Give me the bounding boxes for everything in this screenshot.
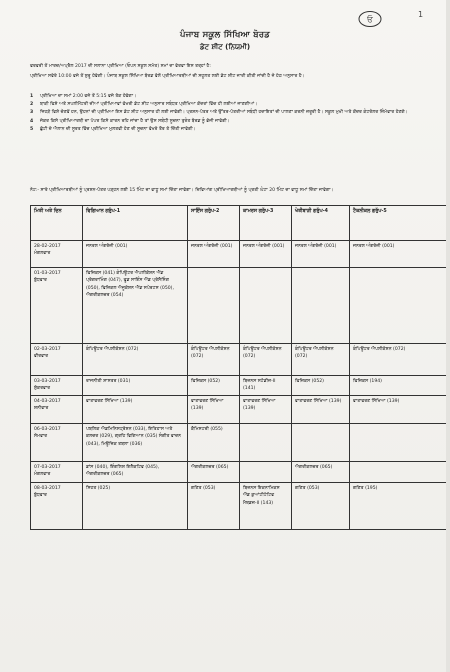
table-row [31,424,449,462]
row-day: ਮੰਗਲਵਾਰ [34,472,51,478]
table-cell: ਫਿਜ਼ਿਕਸ (052) [292,376,350,396]
table-cell [240,268,292,344]
table-cell: ਗਣਿਤ (053) [292,483,350,530]
table-cell [350,424,449,462]
instruction-item [30,126,428,134]
date-cell [31,344,83,376]
table-row [31,396,449,424]
row-day: ਸ਼ੁੱਕਰਵਾਰ [34,386,51,392]
table-row [31,268,449,344]
table-cell: ਫਿਜ਼ਿਕਸ (052) [188,376,240,396]
table-cell: ਜਨਰਲ ਅੰਗਰੇਜ਼ੀ (001) [240,241,292,268]
instruction-text: ਜਿਹੜੇ ਵਿਸ਼ੇ ਚੋਣਵੇਂ ਹਨ, ਉਹਨਾਂ ਦੀ ਪ੍ਰੀਖਿਆ ਇਸ ਡੇਟ ਸ਼ੀਟ ਅਨੁਸਾਰ ਹੀ ਲਈ ਜਾਵੇਗੀ। ਪ੍ਰਸ਼ਨ-ਪੱਤਰ ਅਤੇ ਉੱਤਰ-ਪੱਤਰੀਆਂ ਸਬੰਧੀ ਹਦਾਇਤਾਂ ਦੀ ਪਾਲਣਾ ਕਰਨੀ ਜ਼ਰੂਰੀ ਹੈ। ਸਕੂਲ ਮੁਖੀ ਅਤੇ ਕੇਂਦਰ ਕੰਟਰੋਲਰ ਜ਼ਿੰਮੇਵਾਰ ਹੋਣਗੇ। [40,110,408,116]
table-cell: ਕੰਪਿਊਟਰ ਐਪਲੀਕੇਸ਼ਨ (072) [240,344,292,376]
corner-mark-text: ਓ [367,15,373,24]
table-cell: ਜਨਰਲ ਅੰਗਰੇਜ਼ੀ (001) [350,241,449,268]
table-cell [350,462,449,483]
instruction-item [30,109,428,117]
table-cell: ਜਨਰਲ ਅੰਗਰੇਜ਼ੀ (001) [83,241,188,268]
instruction-number: 3 [30,110,34,116]
row-day: ਬੁੱਧਵਾਰ [34,493,47,499]
row-day: ਸ਼ਨੀਵਾਰ [34,406,49,412]
header-date-day: ਮਿਤੀ ਅਤੇ ਦਿਨ [31,206,83,241]
table-cell: ਐਗਰੀਕਲਚਰ (065) [292,462,350,483]
table-cell: ਵਾਤਾਵਰਣ ਸਿੱਖਿਆ (139) [188,396,240,424]
handwritten-circle-mark [355,9,385,29]
table-row [31,241,449,268]
instruction-number: 5 [30,126,34,132]
intro-line-1: ਫਰਵਰੀ ਤੋਂ ਮਾਰਚ/ਅਪ੍ਰੈਲ 2017 ਦੀ ਸਲਾਨਾ ਪ੍ਰੀਖਿਆ (ਓਪਨ ਸਕੂਲ ਸਮੇਤ) ਸਮਾਂ ਦਾ ਵੇਰਵਾ ਇਸ ਤਰ੍ਹਾਂ ਹੈ: [30,64,211,69]
date-cell [31,268,83,344]
table-cell: ਫਿਜ਼ਿਕਸ (041) ਕੰਪਿਊਟਰ ਐਪਲੀਕੇਸ਼ਨ ਐਂਡ ਪ੍ਰੋਗਰਾਮਿੰਗ (047), ਫੂਡ ਸਾਇੰਸ ਐਂਡ ਪ੍ਰੋਸੈਸਿੰਗ (050), ਫਿਜ਼ਿਕਲ ਐਜੂਕੇਸ਼ਨ ਐਂਡ ਸਪੋਰਟਸ (050), ਐਗਰੀਕਲਚਰ (054) [83,268,188,344]
table-row [31,483,449,530]
header-group-1: ਵਿਗਿਆਨ ਗਰੁੱਪ-1 [83,206,188,241]
table-row [31,376,449,396]
intro-line-2: ਪ੍ਰੀਖਿਆ ਸਵੇਰੇ 10:00 ਵਜੇ ਤੋਂ ਸ਼ੁਰੂ ਹੋਵੇਗੀ। ਪੰਜਾਬ ਸਕੂਲ ਸਿੱਖਿਆ ਬੋਰਡ ਵੱਲੋਂ ਪ੍ਰੀਖਿਆਰਥੀਆਂ ਦੀ ਸਹੂਲਤ ਲਈ ਡੇਟ ਸ਼ੀਟ ਜਾਰੀ ਕੀਤੀ ਜਾਂਦੀ ਹੈ ਜੋ ਹੇਠ ਅਨੁਸਾਰ ਹੈ। [30,74,305,79]
table-cell: ਗਣਿਤ (195) [350,483,449,530]
table-cell: ਕੰਪਿਊਟਰ ਐਪਲੀਕੇਸ਼ਨ (072) [350,344,449,376]
table-cell [350,268,449,344]
table-cell [240,424,292,462]
note-text: ਨੋਟ:- ਸਾਰੇ ਪ੍ਰੀਖਿਆਰਥੀਆਂ ਨੂੰ ਪ੍ਰਸ਼ਨ-ਪੱਤਰ ਪੜ੍ਹਨ ਲਈ 15 ਮਿੰਟ ਦਾ ਵਾਧੂ ਸਮਾਂ ਦਿੱਤਾ ਜਾਵੇਗਾ। ਦਿਵਿਆਂਗ ਪ੍ਰੀਖਿਆਰਥੀਆਂ ਨੂੰ ਪ੍ਰਤੀ ਘੰਟਾ 20 ਮਿੰਟ ਦਾ ਵਾਧੂ ਸਮਾਂ ਦਿੱਤਾ ਜਾਵੇਗਾ। [30,188,334,193]
row-day: ਵੀਰਵਾਰ [34,354,49,360]
instruction-item [30,118,428,126]
table-cell: ਬਿਜ਼ਨਸ ਇਕਨਾਮਿਕਸ ਐਂਡ ਕੁਆਂਟੀਟੇਟਿਵ ਮੈਥਡਜ਼-II (143) [240,483,292,530]
instruction-text: ਬਾਕੀ ਵਿਸ਼ੇ ਅਤੇ ਸਪਲੀਮੈਂਟਰੀ ਦੀਆਂ ਪ੍ਰੀਖਿਆਵਾਂ ਵੱਖਰੀ ਡੇਟ ਸ਼ੀਟ ਅਨੁਸਾਰ ਸਬੰਧਤ ਪ੍ਰੀਖਿਆ ਕੇਂਦਰਾਂ ਵਿੱਚ ਹੀ ਲਈਆਂ ਜਾਣਗੀਆਂ। [40,102,258,108]
table-cell: ਕੈਮਿਸਟਰੀ (055) [188,424,240,462]
row-day: ਸੋਮਵਾਰ [34,434,48,440]
date-cell [31,241,83,268]
date-cell [31,483,83,530]
document-title: ਪੰਜਾਬ ਸਕੂਲ ਸਿੱਖਿਆ ਬੋਰਡ [180,29,270,39]
table-cell: ਜਨਰਲ ਅੰਗਰੇਜ਼ੀ (001) [292,241,350,268]
instruction-item [30,93,428,101]
table-cell [188,268,240,344]
row-date: 08-03-2017 [34,486,61,491]
schedule-table [30,205,449,530]
table-row [31,344,449,376]
header-group-5: ਟੈਕਨੀਕਲ ਗਰੁੱਪ-5 [350,206,449,241]
table-cell: ਕੰਪਿਊਟਰ ਐਪਲੀਕੇਸ਼ਨ (072) [292,344,350,376]
header-group-3: ਕਾਮਰਸ ਗਰੁੱਪ-3 [240,206,292,241]
row-day: ਬੁੱਧਵਾਰ [34,278,47,284]
row-date: 03-03-2017 [34,379,61,384]
table-header-row [31,206,449,241]
table-cell [240,462,292,483]
header-group-4: ਖੇਤੀਬਾੜੀ ਗਰੁੱਪ-4 [292,206,350,241]
row-date: 07-03-2017 [34,465,61,470]
table-cell: ਫਿਜ਼ਿਕਸ (194) [350,376,449,396]
table-cell: ਪਬਲਿਕ ਐਡਮਿਨਿਸਟ੍ਰੇਸ਼ਨ (033), ਇਤਿਹਾਸ ਅਤੇ ਕਲਚਰ (029), ਗ੍ਰਹਿ ਵਿਗਿਆਨ (035) ਸੰਗੀਤ ਵਾਦਨ (043), ਮਿਊਜ਼ਿਕ ਤਬਲਾ (036) [83,424,188,462]
row-date: 06-03-2017 [34,427,61,432]
table-cell: ਵਾਤਾਵਰਣ ਸਿੱਖਿਆ (139) [240,396,292,424]
table-cell: ਐਗਰੀਕਲਚਰ (065) [188,462,240,483]
table-cell: ਗਣਿਤ (053) [188,483,240,530]
date-cell [31,396,83,424]
table-cell: ਵਾਤਾਵਰਣ ਸਿੱਖਿਆ (139) [83,396,188,424]
row-date: 04-03-2017 [34,399,61,404]
header-group-2: ਸਾਇੰਸ ਗਰੁੱਪ-2 [188,206,240,241]
table-row [31,462,449,483]
table-cell: ਜਨਰਲ ਅੰਗਰੇਜ਼ੀ (001) [188,241,240,268]
date-cell [31,462,83,483]
table-cell: ਕੰਪਿਊਟਰ ਐਪਲੀਕੇਸ਼ਨ (072) [188,344,240,376]
row-date: 28-02-2017 [34,244,61,249]
table-cell: ਕੰਪਿਊਟਰ ਐਪਲੀਕੇਸ਼ਨ (072) [83,344,188,376]
date-cell [31,376,83,396]
instructions-list [30,93,428,134]
instruction-number: 2 [30,102,34,108]
table-cell: ਸਿਹਤ (025) [83,483,188,530]
instruction-text: ਜੇਕਰ ਕਿਸੇ ਪ੍ਰੀਖਿਆਰਥੀ ਦਾ ਪੇਪਰ ਕਿਸੇ ਕਾਰਨ ਰਹਿ ਜਾਂਦਾ ਹੈ ਤਾਂ ਉਸ ਸਬੰਧੀ ਸੂਚਨਾ ਤੁਰੰਤ ਬੋਰਡ ਨੂੰ ਭੇਜੀ ਜਾਵੇਗੀ। [40,118,230,124]
instruction-number: 4 [30,118,34,124]
instruction-text: ਪ੍ਰੀਖਿਆ ਦਾ ਸਮਾਂ 2:00 ਵਜੇ ਤੋਂ 5:15 ਵਜੇ ਤੱਕ ਹੋਵੇਗਾ। [40,94,137,99]
row-date: 02-03-2017 [34,347,61,352]
table-cell: ਬਿਜ਼ਨਸ ਸਟੱਡੀਜ਼-II (141) [240,376,292,396]
scan-edge-shadow [446,0,450,672]
document-subtitle: ਡੇਟ ਸ਼ੀਟ (ਨਿਯਮੀ) [199,43,251,51]
row-date: 01-03-2017 [34,271,61,276]
table-cell: ਵਾਤਾਵਰਣ ਸਿੱਖਿਆ (139) [350,396,449,424]
row-day: ਮੰਗਲਵਾਰ [34,251,51,257]
table-cell: ਡਾਂਸ (040), ਇੰਗਲਿਸ਼ ਇਲੈਕਟਿਵ (045), ਐਗਰੀਕਲਚਰ (065) [83,462,188,483]
date-cell [31,424,83,462]
page-number: 1 [418,10,424,19]
table-cell [292,268,350,344]
table-cell [292,424,350,462]
table-cell: ਰਾਜਨੀਤੀ ਸ਼ਾਸਤਰ (031) [83,376,188,396]
table-cell: ਵਾਤਾਵਰਣ ਸਿੱਖਿਆ (139) [292,396,350,424]
instruction-number: 1 [30,94,34,99]
instruction-item [30,101,428,109]
instruction-text: ਛੁੱਟੀ ਦੇ ਐਲਾਨ ਦੀ ਸੂਰਤ ਵਿੱਚ ਪ੍ਰੀਖਿਆ ਮੁਲਤਵੀ ਹੋਣ ਦੀ ਸੂਚਨਾ ਵੱਖਰੇ ਤੌਰ ਤੇ ਦਿੱਤੀ ਜਾਵੇਗੀ। [40,126,196,132]
